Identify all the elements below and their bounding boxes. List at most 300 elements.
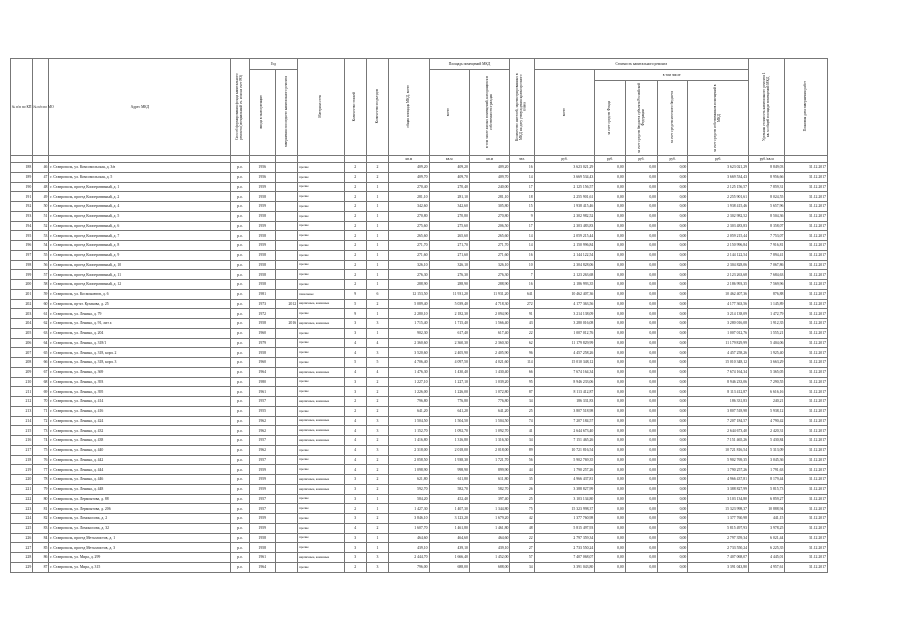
cell-area-residential: 326,10: [469, 260, 509, 270]
cell-cost-owners: 3 807 518,98: [688, 406, 749, 416]
cell-floors: 3: [344, 328, 366, 338]
cell-fund-method: р.о.: [231, 377, 249, 387]
cell-cost-regional: 0,00: [625, 163, 657, 173]
cell-fund-method: р.о.: [231, 309, 249, 319]
cell-cost-regional: 0,00: [625, 377, 657, 387]
cell-row-num: 209: [11, 367, 33, 377]
cell-row-num: 199: [11, 270, 33, 280]
cell-row-num-mo: 51: [33, 211, 49, 221]
cell-cost-specific: 6 859,27: [749, 494, 785, 504]
cell-cost-local: 0,00: [657, 270, 687, 280]
cell-area-residential: 240,00: [469, 182, 509, 192]
cell-area-total: 326,10: [429, 260, 469, 270]
cell-row-num-mo: 52: [33, 221, 49, 231]
cell-year-last-repair: [275, 504, 297, 514]
cell-row-num-mo: 48: [33, 182, 49, 192]
cell-year-last-repair: [275, 494, 297, 504]
cell-cost-specific: 5 404,06: [749, 338, 785, 348]
cell-cost-total: 2 733 550,24: [534, 543, 595, 553]
cell-cost-specific: 7 684,63: [749, 270, 785, 280]
cell-cost-specific: 1 791,63: [749, 465, 785, 475]
cell-cost-local: 0,00: [657, 172, 687, 182]
cell-deadline: 31.12.2017: [785, 280, 828, 290]
cell-entrances: 1: [366, 241, 388, 251]
cell-area-residential: 409,70: [469, 172, 509, 182]
cell-cost-fund: 0,00: [595, 338, 625, 348]
cell-total-area: 464,60: [389, 533, 429, 543]
cell-year-last-repair: [275, 436, 297, 446]
cell-cost-total: 1 790 257,26: [534, 465, 595, 475]
cell-fund-method: р.о.: [231, 494, 249, 504]
cell-deadline: 31.12.2017: [785, 553, 828, 563]
cell-area-residential: 1 504,50: [469, 416, 509, 426]
cell-year-last-repair: [275, 543, 297, 553]
cell-cost-local: 0,00: [657, 319, 687, 329]
cell-cost-owners: 15 323 998,37: [688, 504, 749, 514]
cell-entrances: 1: [366, 328, 388, 338]
cell-cost-fund: 0,00: [595, 543, 625, 553]
cell-wall-material: прочие: [298, 338, 345, 348]
cell-floors: 2: [344, 231, 366, 241]
cell-cost-total: 3 103 134,80: [534, 494, 595, 504]
cell-address: г. Ставрополь, проезд Кооперативный, д. 7: [49, 231, 231, 241]
cell-area-residential: 688,00: [469, 562, 509, 572]
cell-cost-total: 10 721 816,54: [534, 445, 595, 455]
cell-cost-owners: 7 674 164,34: [688, 367, 749, 377]
cell-row-num: 193: [11, 211, 33, 221]
cell-cost-total: 8 113 412,87: [534, 387, 595, 397]
cell-address: г. Ставрополь, проезд Кооперативный, д. 2: [49, 192, 231, 202]
cell-cost-fund: 0,00: [595, 182, 625, 192]
cell-address: г. Ставрополь, ул. Ленина, д. 438: [49, 436, 231, 446]
cell-total-area: 592,70: [389, 484, 429, 494]
cell-area-total: 2 405,90: [429, 348, 469, 358]
cell-address: г. Ставрополь, ул. Комсомольская, д. 5: [49, 172, 231, 182]
cell-wall-material: прочие: [298, 377, 345, 387]
cell-area-total: 409,20: [429, 163, 469, 173]
cell-cost-specific: 10 888,94: [749, 504, 785, 514]
cell-cost-owners: 3 103 134,80: [688, 494, 749, 504]
cell-area-total: 276,30: [429, 270, 469, 280]
cell-residents: 17: [510, 182, 534, 192]
cell-address: г. Ставрополь, проезд Кооперативный, д. 4: [49, 202, 231, 212]
cell-cost-specific: 6 021,44: [749, 533, 785, 543]
cell-cost-regional: 0,00: [625, 367, 657, 377]
cell-entrances: 1: [366, 221, 388, 231]
table-row: [11, 299, 828, 309]
cell-cost-local: 0,00: [657, 250, 687, 260]
cell-cost-fund: 0,00: [595, 299, 625, 309]
cell-year-commissioning: 1957: [249, 397, 275, 407]
cell-total-area: 1 504,50: [389, 416, 429, 426]
cell-cost-specific: 4 790,42: [749, 416, 785, 426]
cell-area-total: 998,90: [429, 465, 469, 475]
cell-area-total: 1 666,40: [429, 553, 469, 563]
cell-entrances: 1: [366, 192, 388, 202]
cell-year-commissioning: 1972: [249, 309, 275, 319]
cell-fund-method: р.о.: [231, 338, 249, 348]
cell-entrances: 4: [366, 338, 388, 348]
cell-area-total: 271,60: [429, 250, 469, 260]
cell-wall-material: прочие: [298, 231, 345, 241]
cell-cost-local: 0,00: [657, 211, 687, 221]
cell-address: г. Ставрополь, проезд Кооперативный, д. 12: [49, 280, 231, 290]
cell-area-residential: 1 072,80: [469, 387, 509, 397]
unit-cost-owners: руб.: [688, 156, 749, 163]
table-row: [11, 338, 828, 348]
table-row: [11, 270, 828, 280]
cell-residents: 16: [510, 280, 534, 290]
cell-floors: 3: [344, 514, 366, 524]
cell-floors: 4: [344, 348, 366, 358]
cell-entrances: 2: [366, 436, 388, 446]
cell-area-total: 582,70: [429, 484, 469, 494]
cell-cost-total: 3 807 518,98: [534, 406, 595, 416]
cell-year-commissioning: 1958: [249, 270, 275, 280]
cell-cost-specific: 8 358,07: [749, 221, 785, 231]
table-row: [11, 533, 828, 543]
cell-cost-specific: 7 916,81: [749, 241, 785, 251]
cell-cost-fund: 0,00: [595, 416, 625, 426]
cell-floors: 3: [344, 387, 366, 397]
cell-year-commissioning: 1964: [249, 367, 275, 377]
cell-cost-local: 0,00: [657, 231, 687, 241]
cell-cost-regional: 0,00: [625, 514, 657, 524]
cell-cost-fund: 0,00: [595, 250, 625, 260]
cell-cost-owners: 2 150 996,84: [688, 241, 749, 251]
cell-cost-fund: 0,00: [595, 358, 625, 368]
cell-entrances: 1: [366, 211, 388, 221]
cell-row-num-mo: 55: [33, 250, 49, 260]
cell-floors: 2: [344, 211, 366, 221]
cell-area-total: 342,60: [429, 202, 469, 212]
cell-cost-total: 2 144 122,54: [534, 250, 595, 260]
cell-total-area: 342,60: [389, 202, 429, 212]
cell-cost-specific: 2 420,31: [749, 426, 785, 436]
cell-year-commissioning: 1958: [249, 543, 275, 553]
cell-residents: 34: [510, 562, 534, 572]
cell-area-residential: 276,30: [469, 270, 509, 280]
cell-floors: 9: [344, 289, 366, 299]
cell-entrances: 3: [366, 319, 388, 329]
cell-area-total: 1 938,30: [429, 455, 469, 465]
cell-cost-fund: 0,00: [595, 553, 625, 563]
cell-area-residential: 2 405,90: [469, 348, 509, 358]
cell-fund-method: р.о.: [231, 163, 249, 173]
cell-area-total: 1 316,80: [429, 436, 469, 446]
cell-year-last-repair: 2012: [275, 299, 297, 309]
cell-deadline: 31.12.2017: [785, 172, 828, 182]
cell-entrances: 2: [366, 484, 388, 494]
cell-row-num-mo: 86: [33, 553, 49, 563]
cell-cost-fund: 0,00: [595, 445, 625, 455]
cell-cost-specific: 6 225,35: [749, 543, 785, 553]
cell-cost-local: 0,00: [657, 338, 687, 348]
unit-cost-fund: руб.: [595, 156, 625, 163]
cell-cost-regional: 0,00: [625, 270, 657, 280]
cell-area-residential: 1 344,80: [469, 504, 509, 514]
cell-cost-owners: 2 123 263,68: [688, 270, 749, 280]
cell-cost-local: 0,00: [657, 416, 687, 426]
cell-cost-regional: 0,00: [625, 172, 657, 182]
cell-cost-regional: 0,00: [625, 358, 657, 368]
cell-row-num: 192: [11, 202, 33, 212]
cell-entrances: 2: [366, 387, 388, 397]
cell-year-commissioning: 1973: [249, 299, 275, 309]
cell-year-commissioning: 1962: [249, 416, 275, 426]
header-cost-incl: в том числе: [595, 70, 749, 81]
cell-year-commissioning: 1959: [249, 221, 275, 231]
header-total-area: общая площадь МКД, всего: [389, 59, 429, 156]
cell-row-num: 200: [11, 280, 33, 290]
cell-area-residential: 288,90: [469, 280, 509, 290]
cell-wall-material: кирпичные, каменные: [298, 553, 345, 563]
cell-year-commissioning: 1959: [249, 241, 275, 251]
cell-year-last-repair: [275, 406, 297, 416]
cell-cost-total: 2 186 993,35: [534, 280, 595, 290]
cell-residents: 48: [510, 523, 534, 533]
cell-floors: 2: [344, 397, 366, 407]
cell-fund-method: р.о.: [231, 562, 249, 572]
cell-address: г. Ставрополь, ул. Ленина, д. 414: [49, 397, 231, 407]
cell-cost-regional: 0,00: [625, 309, 657, 319]
cell-cost-fund: 0,00: [595, 514, 625, 524]
cell-row-num-mo: 74: [33, 436, 49, 446]
cell-wall-material: кирпичные, каменные: [298, 436, 345, 446]
cell-cost-total: 2 304 828,06: [534, 260, 595, 270]
cell-area-total: 2 182,30: [429, 309, 469, 319]
cell-cost-fund: 0,00: [595, 426, 625, 436]
cell-cost-specific: 8 179,44: [749, 475, 785, 485]
cell-floors: 2: [344, 504, 366, 514]
table-row: [11, 309, 828, 319]
cell-total-area: 271,70: [389, 241, 429, 251]
cell-floors: 9: [344, 309, 366, 319]
cell-year-commissioning: 1957: [249, 436, 275, 446]
cell-total-area: 270,40: [389, 182, 429, 192]
repair-plan-table: [10, 58, 828, 573]
cell-row-num-mo: 70: [33, 397, 49, 407]
cell-area-total: 1 407,30: [429, 504, 469, 514]
cell-cost-total: 2 123 263,68: [534, 270, 595, 280]
cell-deadline: 31.12.2017: [785, 484, 828, 494]
cell-year-commissioning: 1962: [249, 426, 275, 436]
cell-wall-material: прочие: [298, 202, 345, 212]
cell-total-area: 584,20: [389, 494, 429, 504]
table-row: [11, 211, 828, 221]
cell-cost-regional: 0,00: [625, 260, 657, 270]
header-cost-specific: Удельная стоимость капитального ремонта 1 кв. м общей площади помещений МКД: [749, 59, 785, 156]
cell-cost-regional: 0,00: [625, 211, 657, 221]
cell-year-last-repair: [275, 280, 297, 290]
cell-entrances: 2: [366, 475, 388, 485]
header-cost-regional: за счет средств бюджета субъекта Российской Федерации: [625, 81, 657, 156]
cell-floors: 2: [344, 562, 366, 572]
cell-entrances: 2: [366, 406, 388, 416]
cell-area-total: 1 227,10: [429, 377, 469, 387]
cell-cost-local: 0,00: [657, 562, 687, 572]
unit-cost-local: руб.: [657, 156, 687, 163]
cell-total-area: 3 846,10: [389, 514, 429, 524]
cell-entrances: 1: [366, 270, 388, 280]
cell-area-total: 1 226,00: [429, 387, 469, 397]
table-row: [11, 289, 828, 299]
cell-cost-fund: 0,00: [595, 289, 625, 299]
cell-entrances: 3: [366, 426, 388, 436]
cell-cost-total: 8 946 233,06: [534, 377, 595, 387]
cell-address: г. Ставрополь, ул. Мира, д. 299: [49, 553, 231, 563]
table-row: [11, 436, 828, 446]
cell-cost-owners: 15 010 348,12: [688, 358, 749, 368]
cell-row-num: 220: [11, 475, 33, 485]
cell-area-residential: 1 092,70: [469, 426, 509, 436]
cell-area-residential: 1 452,00: [469, 553, 509, 563]
cell-cost-total: 2 059 215,44: [534, 231, 595, 241]
cell-cost-regional: 0,00: [625, 348, 657, 358]
table-row: [11, 348, 828, 358]
cell-cost-total: 5 815 497,93: [534, 523, 595, 533]
header-residents: Количество жителей, зарегистрированных в МКД на дату утверждения краткосрочного плана: [510, 59, 534, 156]
cell-cost-fund: 0,00: [595, 523, 625, 533]
cell-row-num-mo: 79: [33, 484, 49, 494]
cell-entrances: 2: [366, 465, 388, 475]
cell-cost-local: 0,00: [657, 445, 687, 455]
unit-residents: чел.: [510, 156, 534, 163]
cell-cost-total: 4 966 437,81: [534, 475, 595, 485]
cell-fund-method: р.о.: [231, 543, 249, 553]
cell-cost-fund: 0,00: [595, 221, 625, 231]
cell-total-area: 409,20: [389, 163, 429, 173]
cell-row-num: 222: [11, 494, 33, 504]
cell-year-commissioning: 1958: [249, 533, 275, 543]
cell-area-total: 281,10: [429, 192, 469, 202]
cell-cost-fund: 0,00: [595, 377, 625, 387]
cell-row-num: 190: [11, 182, 33, 192]
cell-cost-regional: 0,00: [625, 338, 657, 348]
cell-fund-method: р.о.: [231, 280, 249, 290]
table-row: [11, 475, 828, 485]
cell-total-area: 621,80: [389, 475, 429, 485]
table-row: [11, 514, 828, 524]
cell-address: г. Ставрополь, ул. Ленина, д. 91, лит а: [49, 319, 231, 329]
cell-row-num: 219: [11, 465, 33, 475]
cell-row-num-mo: 46: [33, 163, 49, 173]
cell-entrances: 1: [366, 250, 388, 260]
cell-wall-material: прочие: [298, 533, 345, 543]
cell-row-num: 218: [11, 455, 33, 465]
cell-cost-owners: 2 303 483,83: [688, 221, 749, 231]
cell-cost-local: 0,00: [657, 436, 687, 446]
cell-area-total: 776,80: [429, 397, 469, 407]
cell-area-residential: 1 316,30: [469, 436, 509, 446]
cell-address: г. Ставрополь, проезд Кооперативный, д. 6: [49, 221, 231, 231]
cell-entrances: 2: [366, 523, 388, 533]
cell-row-num-mo: 81: [33, 504, 49, 514]
cell-address: г. Ставрополь, ул. Ленина, д. 395: [49, 387, 231, 397]
cell-floors: 3: [344, 553, 366, 563]
table-row: [11, 202, 828, 212]
cell-address: г. Ставрополь, ул. Космонавтов, д. 6: [49, 289, 231, 299]
cell-area-total: 464,60: [429, 533, 469, 543]
cell-residents: 35: [510, 475, 534, 485]
cell-total-area: 5 089,40: [389, 299, 429, 309]
cell-entrances: 1: [366, 309, 388, 319]
cell-deadline: 31.12.2017: [785, 270, 828, 280]
cell-cost-regional: 0,00: [625, 280, 657, 290]
cell-entrances: 1: [366, 260, 388, 270]
cell-cost-owners: 4 966 437,81: [688, 475, 749, 485]
cell-cost-fund: 0,00: [595, 397, 625, 407]
header-floors: Количество этажей: [344, 59, 366, 156]
cell-row-num: 208: [11, 358, 33, 368]
cell-address: г. Ставрополь, ул. Лермонтова, д. 206: [49, 504, 231, 514]
cell-deadline: 31.12.2017: [785, 231, 828, 241]
cell-row-num-mo: 75: [33, 445, 49, 455]
cell-wall-material: кирпичные, каменные: [298, 397, 345, 407]
cell-row-num: 216: [11, 436, 33, 446]
cell-cost-total: 7 207 184,57: [534, 416, 595, 426]
cell-year-last-repair: [275, 211, 297, 221]
cell-area-total: 288,90: [429, 280, 469, 290]
cell-row-num: 221: [11, 484, 33, 494]
cell-fund-method: р.о.: [231, 514, 249, 524]
cell-cost-regional: 0,00: [625, 221, 657, 231]
header-entrances: Количество подъездов: [366, 59, 388, 156]
cell-row-num-mo: 67: [33, 367, 49, 377]
cell-row-num: 210: [11, 377, 33, 387]
cell-year-commissioning: 1959: [249, 484, 275, 494]
cell-cost-local: 0,00: [657, 328, 687, 338]
cell-total-area: 281,10: [389, 192, 429, 202]
cell-floors: 4: [344, 426, 366, 436]
cell-area-residential: 899,90: [469, 465, 509, 475]
cell-cost-total: 1 377 760,98: [534, 514, 595, 524]
cell-cost-total: 1 007 012,76: [534, 328, 595, 338]
cell-cost-regional: 0,00: [625, 182, 657, 192]
table-row: [11, 445, 828, 455]
cell-cost-specific: 4 957,61: [749, 562, 785, 572]
cell-cost-specific: 1 925,40: [749, 348, 785, 358]
cell-row-num: 198: [11, 260, 33, 270]
cell-residents: 17: [510, 221, 534, 231]
cell-cost-regional: 0,00: [625, 426, 657, 436]
cell-fund-method: р.о.: [231, 445, 249, 455]
cell-cost-total: 2 303 483,83: [534, 221, 595, 231]
cell-cost-regional: 0,00: [625, 523, 657, 533]
cell-year-commissioning: 1958: [249, 250, 275, 260]
cell-floors: 2: [344, 250, 366, 260]
cell-area-total: 271,70: [429, 241, 469, 251]
cell-entrances: 2: [366, 377, 388, 387]
cell-total-area: 270,80: [389, 211, 429, 221]
cell-cost-specific: 5 815,73: [749, 484, 785, 494]
cell-row-num: 207: [11, 348, 33, 358]
cell-cost-local: 0,00: [657, 484, 687, 494]
cell-total-area: 1 227,10: [389, 377, 429, 387]
cell-area-residential: 617,40: [469, 328, 509, 338]
cell-fund-method: р.о.: [231, 406, 249, 416]
cell-cost-total: 4 177 363,56: [534, 299, 595, 309]
cell-floors: 5: [344, 358, 366, 368]
cell-year-commissioning: 1979: [249, 338, 275, 348]
cell-fund-method: р.о.: [231, 250, 249, 260]
cell-cost-total: 2 125 156,57: [534, 182, 595, 192]
cell-address: г. Ставрополь, ул. Ленина, д. 448: [49, 484, 231, 494]
cell-deadline: 31.12.2017: [785, 367, 828, 377]
cell-cost-local: 0,00: [657, 348, 687, 358]
cell-cost-fund: 0,00: [595, 455, 625, 465]
cell-floors: 2: [344, 163, 366, 173]
